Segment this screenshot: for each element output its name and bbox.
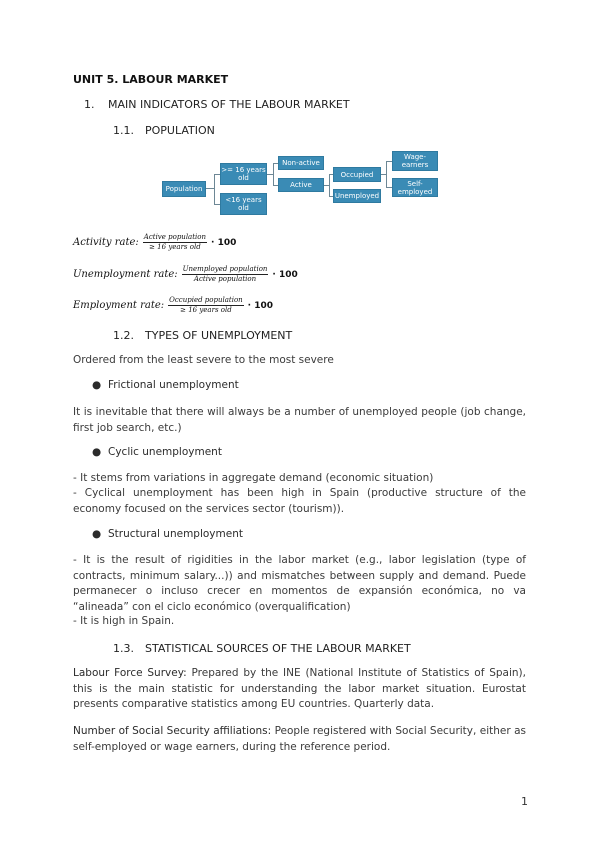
subsection-number: 1.1.	[113, 124, 134, 137]
subsection-number: 1.3.	[113, 642, 134, 655]
ssa-label: Number of Social Security affiliations:	[73, 725, 272, 737]
frictional-text: It is inevitable that there will always be a number of unemployed people (job change, first job search, etc.)	[73, 406, 526, 434]
section-number: 1.	[84, 98, 95, 111]
population-diagram	[0, 0, 600, 230]
bullet-frictional	[92, 379, 239, 391]
ssa-text: People registered with Social Security, either as self-employed or wage earners, during the reference period.	[73, 725, 527, 753]
formula-denominator: ≥ 16 years old	[180, 306, 232, 314]
formula-label: Unemployment rate:	[73, 269, 178, 280]
subsection-title: STATISTICAL SOURCES OF THE LABOUR MARKET	[145, 642, 411, 655]
bullet-label: Cyclic unemployment	[108, 446, 222, 458]
population-box: Population	[162, 181, 206, 197]
bullet-icon: ●	[92, 446, 102, 458]
activity-rate-formula	[73, 233, 236, 252]
employment-rate-formula	[73, 296, 273, 315]
cyclic-text-2: - Cyclical unemployment has been high in Spain (productive structure of the economy focused on the services sector (tourism)).	[73, 487, 526, 515]
unemployed-box: Unemployed	[333, 189, 381, 203]
formula-multiplier: · 100	[272, 269, 298, 280]
unemployment-rate-formula	[73, 265, 298, 284]
section-title: MAIN INDICATORS OF THE LABOUR MARKET	[108, 98, 350, 111]
formula-numerator: Active population	[143, 233, 207, 241]
bullet-cyclic	[92, 446, 222, 458]
subsection-title: TYPES OF UNEMPLOYMENT	[145, 329, 293, 342]
self-employed-box: Self-employed	[392, 178, 438, 197]
subsection-heading-1-3	[113, 642, 411, 655]
subsection-title: POPULATION	[145, 124, 215, 137]
subsection-number: 1.2.	[113, 329, 134, 342]
page-number: 1	[521, 795, 528, 808]
wage-earners-box: Wage-earners	[392, 151, 438, 171]
under-16-box: <16 years old	[220, 193, 267, 215]
subsection-heading-1-2	[113, 329, 292, 342]
formula-numerator: Unemployed population	[182, 265, 268, 273]
formula-fraction	[143, 233, 207, 252]
structural-text-2: - It is high in Spain.	[73, 615, 175, 627]
social-security-paragraph	[73, 724, 526, 755]
unit-title: UNIT 5. LABOUR MARKET	[73, 73, 229, 86]
formula-fraction	[168, 296, 244, 315]
lfs-text: Prepared by the INE (National Institute of Statistics of Spain), this is the main statistic for understanding the labor market situation. Eurostat presents comparative statistics among EU countries. Quarterly data.	[73, 667, 526, 710]
formula-label: Employment rate:	[73, 300, 165, 311]
labour-force-survey-paragraph	[73, 666, 526, 713]
bullet-label: Frictional unemployment	[108, 379, 239, 391]
ordered-text: Ordered from the least severe to the most severe	[73, 354, 334, 366]
lfs-label: Labour Force Survey:	[73, 667, 187, 679]
structural-text-1: - It is the result of rigidities in the labor market (e.g., labor legislation (type of contracts, minimum salary...)) and mismatches between supply and demand. Puede permanecer o incluso crecer en momentos de expansión económica, no va “alineada” con el ciclo económico (overqualification)	[73, 554, 526, 613]
formula-multiplier: · 100	[211, 237, 237, 248]
formula-denominator: ≥ 16 years old	[149, 243, 201, 251]
bullet-icon: ●	[92, 528, 102, 540]
over-16-box: >= 16 years old	[220, 163, 267, 185]
formula-denominator: Active population	[193, 275, 257, 283]
bullet-icon: ●	[92, 379, 102, 391]
active-box: Active	[278, 178, 324, 192]
bullet-label: Structural unemployment	[108, 528, 243, 540]
formula-multiplier: · 100	[247, 300, 274, 311]
bullet-structural	[92, 528, 243, 540]
non-active-box: Non-active	[278, 156, 324, 170]
cyclic-text-1: - It stems from variations in aggregate demand (economic situation)	[73, 472, 434, 484]
formula-label: Activity rate:	[73, 237, 139, 248]
occupied-box: Occupied	[333, 167, 381, 182]
formula-numerator: Occupied population	[169, 296, 243, 304]
formula-fraction	[182, 265, 269, 284]
